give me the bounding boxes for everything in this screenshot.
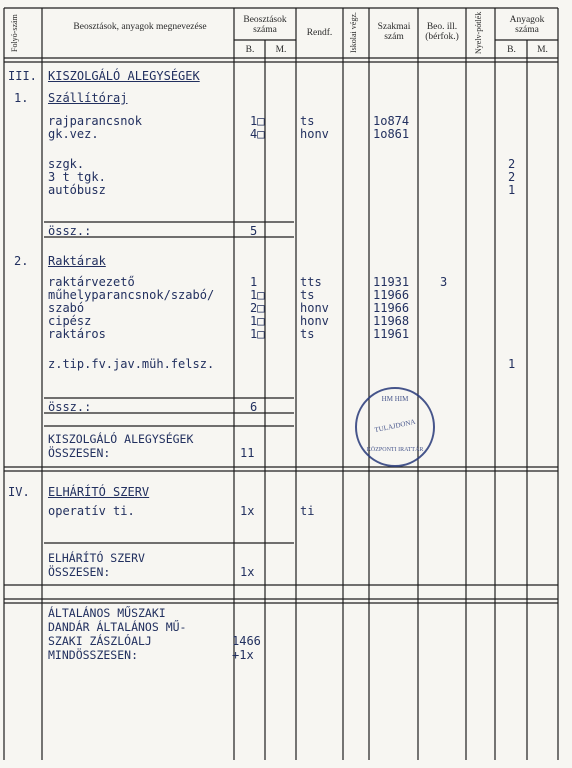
group-title: Szállítóraj: [48, 91, 128, 105]
section-title: KISZOLGÁLÓ ALEGYSÉGEK: [48, 69, 200, 83]
group-number: 2.: [14, 254, 29, 268]
header-col-count-b: B.: [245, 45, 255, 55]
header-col-pay: Beo. ill. (bérfok.): [425, 22, 459, 42]
grand-total-label: ÁLTALÁNOS MŰSZAKI: [48, 606, 166, 620]
material-qty: 2: [508, 170, 516, 184]
header-col-name: Beosztások, anyagok megnevezése: [73, 22, 207, 32]
header-col-mat-b: B.: [507, 45, 516, 55]
position-count: 1□: [250, 288, 265, 302]
header-col-count-m: M.: [275, 45, 287, 55]
material-name: z.tip.fv.jav.müh.felsz.: [48, 357, 215, 371]
header-col-school: Iskolai végz.: [349, 12, 358, 54]
position-rank: honv: [300, 301, 329, 315]
position-count: 1□: [250, 114, 265, 128]
position-rank: ts: [300, 327, 315, 341]
material-name: szgk.: [48, 157, 85, 171]
position-rank: tts: [300, 275, 322, 289]
grand-total-value: +1x: [232, 648, 254, 662]
header-col-rank: Rendf.: [306, 28, 333, 38]
header-col-count: Beosztások száma: [243, 15, 287, 35]
position-prof: 11961: [373, 327, 410, 341]
stamp-mid-text: TULAJDONA: [373, 417, 417, 435]
grand-total-label: SZAKI ZÁSZLÓALJ: [48, 634, 152, 648]
position-count: 1x: [240, 504, 255, 518]
position-name: raktáros: [48, 327, 106, 341]
archive-stamp: [355, 387, 435, 467]
grand-total-label: MINDÖSSZESEN:: [48, 648, 139, 662]
position-rank: ts: [300, 114, 315, 128]
group-sum-value: 6: [250, 400, 258, 414]
section-total-label: ÖSSZESEN:: [48, 446, 111, 460]
section-title: ELHÁRÍTÓ SZERV: [48, 485, 150, 499]
group-sum-label: össz.:: [48, 400, 92, 414]
group-number: 1.: [14, 91, 29, 105]
position-prof: 1o874: [373, 114, 410, 128]
group-sum-label: össz.:: [48, 224, 92, 238]
section-total-value: 1x: [240, 565, 255, 579]
grand-total-label: DANDÁR ÁLTALÁNOS MŰ-: [48, 620, 187, 634]
position-count: 1: [250, 275, 258, 289]
material-qty: 2: [508, 157, 516, 171]
section-total-label: ÖSSZESEN:: [48, 565, 111, 579]
header-col-no: Folyó-szám: [10, 14, 19, 52]
position-count: 1□: [250, 327, 265, 341]
section-total-value: 11: [240, 446, 255, 460]
position-name: szabó: [48, 301, 85, 315]
position-rank: ti: [300, 504, 315, 518]
position-rank: honv: [300, 127, 329, 141]
header-col-mat: Anyagok száma: [509, 15, 545, 35]
material-qty: 1: [508, 357, 516, 371]
section-number: III.: [8, 69, 37, 83]
section-total-label: ELHÁRÍTÓ SZERV: [48, 551, 145, 565]
stamp-bottom-text: KÖZPONTI IRATTÁR: [366, 447, 424, 453]
group-sum-value: 5: [250, 224, 258, 238]
position-count: 2□: [250, 301, 265, 315]
position-prof: 1o861: [373, 127, 410, 141]
position-name: gk.vez.: [48, 127, 99, 141]
material-qty: 1: [508, 183, 516, 197]
grand-total-value: 1466: [232, 634, 261, 648]
position-name: raktárvezető: [48, 275, 135, 289]
position-rank: ts: [300, 288, 315, 302]
header-col-mat-m: M.: [537, 45, 548, 55]
position-prof: 11966: [373, 288, 410, 302]
position-pay: 3: [440, 275, 448, 289]
material-name: 3 t tgk.: [48, 170, 106, 184]
position-rank: honv: [300, 314, 329, 328]
position-count: 1□: [250, 314, 265, 328]
position-name: operatív ti.: [48, 504, 135, 518]
header-col-lang: Nyelv-pótlék: [474, 11, 483, 54]
position-prof: 11966: [373, 301, 410, 315]
position-name: rajparancsnok: [48, 114, 142, 128]
position-prof: 11968: [373, 314, 410, 328]
header-col-prof: Szakmai szám: [377, 22, 411, 42]
position-count: 4□: [250, 127, 265, 141]
position-name: cipész: [48, 314, 92, 328]
section-number: IV.: [8, 485, 30, 499]
stamp-top-text: HM HIM: [381, 395, 409, 403]
position-prof: 11931: [373, 275, 410, 289]
group-title: Raktárak: [48, 254, 106, 268]
material-name: autóbusz: [48, 183, 106, 197]
section-total-label: KISZOLGÁLÓ ALEGYSÉGEK: [48, 432, 194, 446]
position-name: műhelyparancsnok/szabó/: [48, 288, 215, 302]
